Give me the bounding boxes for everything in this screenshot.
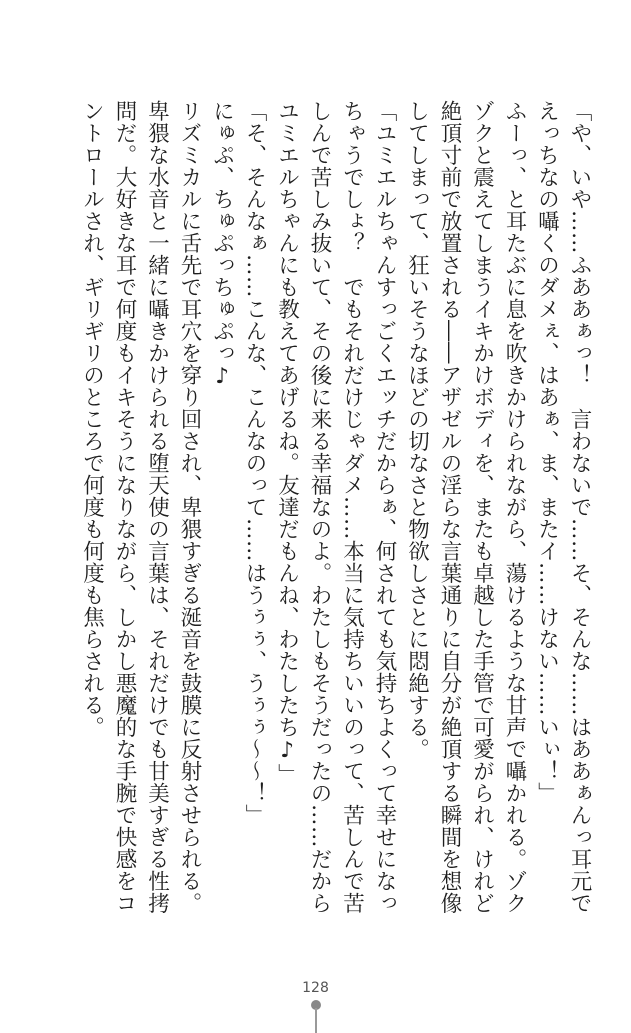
paragraph-2: ふーっ、と耳たぶに息を吹きかけられながら、蕩けるような甘声で囁かれる。ゾクゾクと震えてしまうイキかけボディを、またも卓越した手管で可愛がられ、けれど絶頂寸前で放置される――アザゼルの淫らな言葉通りに自分が絶頂する瞬間を想像してしまって、狂いそうなほどの切なさと物欲しさとに悶絶する。 xyxy=(404,100,527,914)
paragraph-4: 「そ、そんなぁ……こんな、こんなのって……はうぅぅ、うぅぅ～～！」 xyxy=(242,100,267,826)
vertical-text-body xyxy=(75,100,595,930)
paragraph-5: にゅぷ、ちゅぷっちゅぷっ♪ xyxy=(209,100,235,390)
page-marker-line xyxy=(315,1008,317,1033)
paragraph-6: リズミカルに舌先で耳穴を穿り回され、卑猥すぎる涎音を鼓膜に反射させられる。卑猥な水音と一緒に囁きかけられる堕天使の言葉は、それだけでも甘美すぎる性拷問だ。大好きな耳で何度もイキそうになりながら、しかし悪魔的な手腕で快感をコントロールされ、ギリギリのところで何度も何度も焦らされる。 xyxy=(79,100,202,914)
paragraph-1: 「や、いや……ふああぁっ！ 言わないで……そ、そんな……はああぁんっ耳元でえっちなの囁くのダメぇ、はあぁ、ま、またイ……けない……いぃ！」 xyxy=(534,100,592,914)
paragraph-3: 「ユミエルちゃんすっごくエッチだからぁ、何されても気持ちよくって幸せになっちゃうでしょ？ でもそれだけじゃダメ……本当に気持ちいいのって、苦しんで苦しんで苦しみ抜いて、その後に来る幸福なのよ。わたしもそうだったの……だからユミエルちゃんにも教えてあげるね。友達だもんね、わたしたち♪」 xyxy=(274,100,397,914)
page-number: 128 xyxy=(302,980,329,996)
